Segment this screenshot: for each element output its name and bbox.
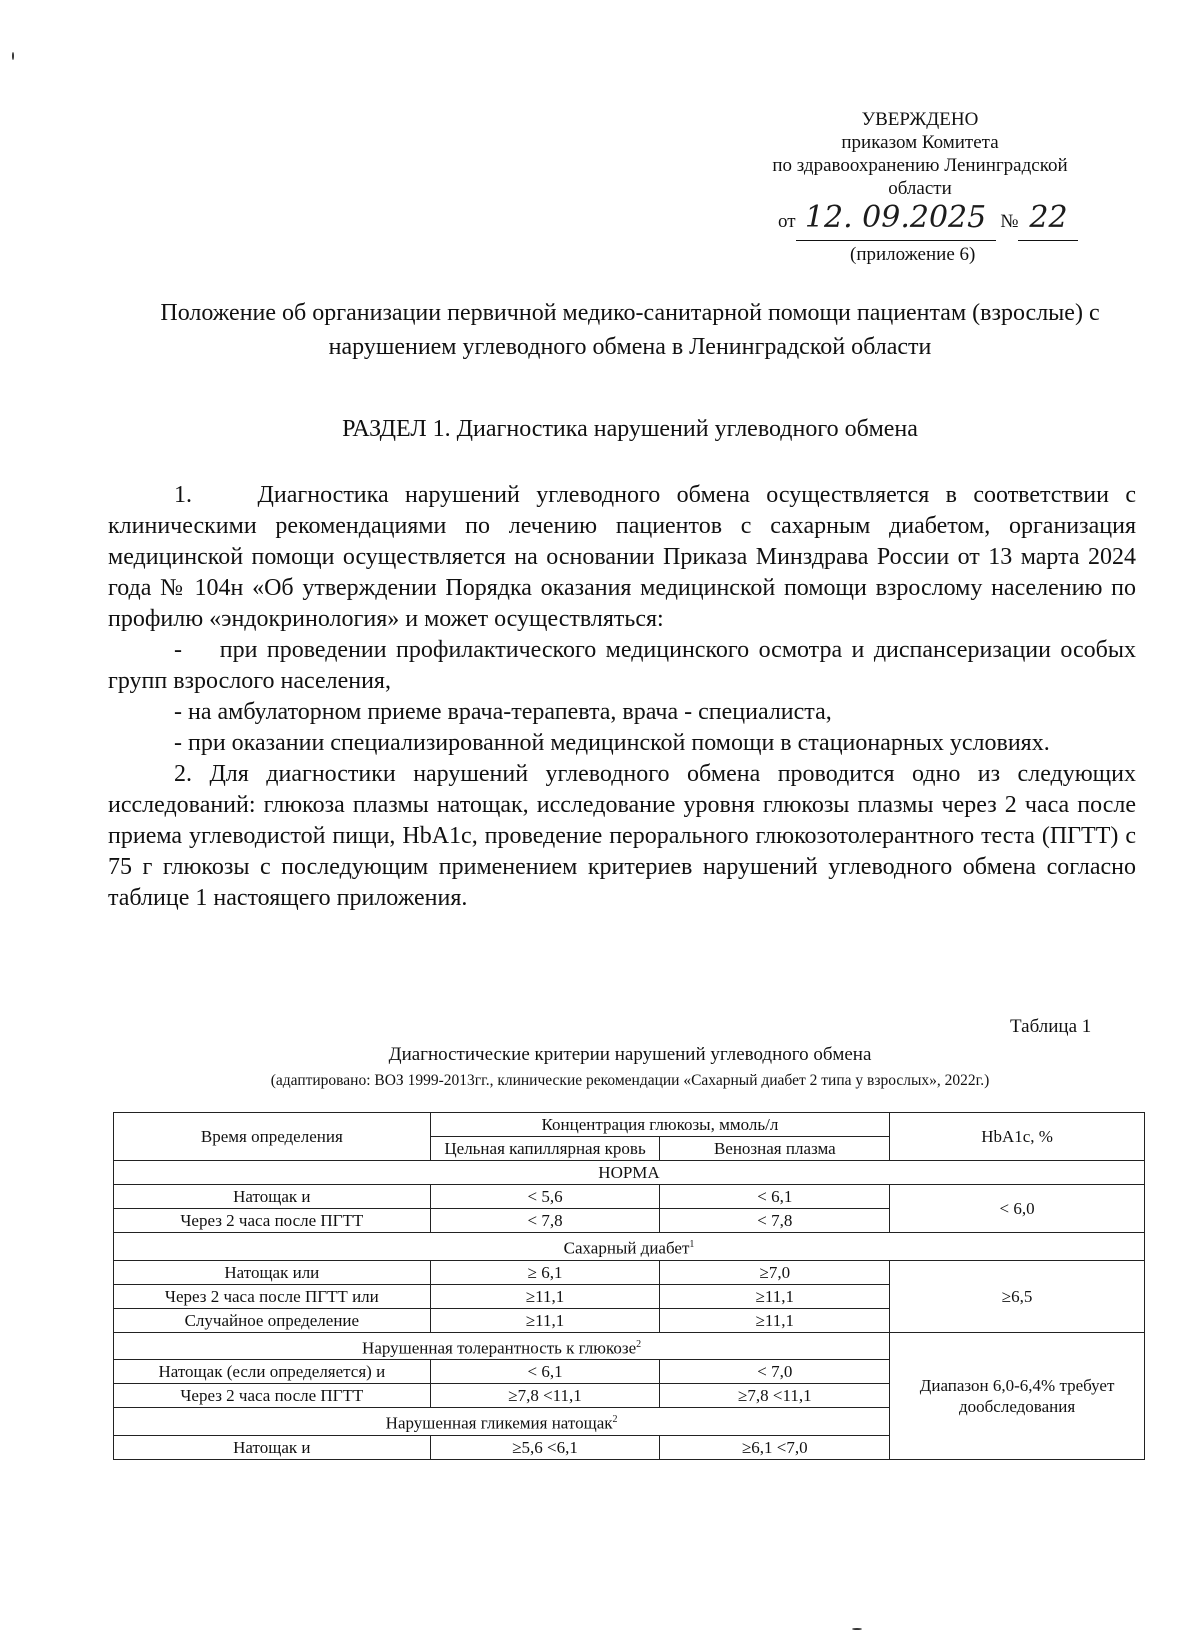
cell-time: Натощак или bbox=[114, 1260, 431, 1284]
cell-capillary: < 6,1 bbox=[430, 1360, 660, 1384]
handwritten-number: 22 bbox=[1018, 196, 1078, 241]
cell-time: Натощак (если определяется) и bbox=[114, 1360, 431, 1384]
cell-venous: ≥11,1 bbox=[660, 1308, 890, 1332]
group-norm bbox=[114, 1161, 1145, 1185]
approval-line-3: области bbox=[888, 178, 952, 199]
header-capillary: Цельная капиллярная кровь bbox=[430, 1137, 660, 1161]
cell-venous: < 7,8 bbox=[660, 1209, 890, 1233]
approval-line-2: по здравоохранению Ленинградской bbox=[772, 155, 1068, 176]
cell-time: Натощак и bbox=[114, 1185, 431, 1209]
cell-venous: ≥7,0 bbox=[660, 1260, 890, 1284]
bullet-3: - при оказании специализированной медицинской помощи в стационарных условиях. bbox=[174, 730, 1050, 756]
appendix-label: (приложение 6) bbox=[850, 244, 976, 265]
bullet-2: - на амбулаторном приеме врача-терапевта, врача - специалиста, bbox=[174, 699, 832, 725]
cell-time: Через 2 часа после ПГТТ bbox=[114, 1209, 431, 1233]
cell-venous: ≥7,8 <11,1 bbox=[660, 1384, 890, 1408]
table-row bbox=[114, 1185, 1145, 1209]
group-impaired-tolerance bbox=[114, 1332, 1145, 1360]
approval-block bbox=[700, 108, 1140, 200]
header-venous: Венозная плазма bbox=[660, 1137, 890, 1161]
cell-capillary: ≥5,6 <6,1 bbox=[430, 1435, 660, 1459]
criteria-table bbox=[113, 1112, 1145, 1460]
cell-capillary: < 7,8 bbox=[430, 1209, 660, 1233]
table-header-row bbox=[114, 1113, 1145, 1137]
section-heading: РАЗДЕЛ 1. Диагностика нарушений углеводного обмена bbox=[342, 416, 918, 442]
cell-venous: < 6,1 bbox=[660, 1185, 890, 1209]
header-hba1c: HbA1c, % bbox=[890, 1113, 1145, 1161]
cell-hba1c: Диапазон 6,0-6,4% требует дообследования bbox=[890, 1332, 1145, 1459]
table-number: Таблица 1 bbox=[1010, 1016, 1092, 1037]
table-row bbox=[114, 1260, 1145, 1284]
group-label: Нарушенная толерантность к глюкозе$^2$ bbox=[114, 1332, 890, 1360]
cell-time: Случайное определение bbox=[114, 1308, 431, 1332]
document-title: Положение об организации первичной медико-санитарной помощи пациентам (взрослые) с нарушением углеводного обмена в Ленинградской области bbox=[160, 300, 1100, 360]
cell-time: Натощак и bbox=[114, 1435, 431, 1459]
table-caption: Диагностические критерии нарушений углеводного обмена bbox=[388, 1044, 872, 1065]
bullet-1: - при проведении профилактического медицинского осмотра и диспансеризации особых групп взрослого населения, bbox=[108, 637, 1136, 694]
paragraph-1: 1. Диагностика нарушений углеводного обмена осуществляется в соответствии с клиническими рекомендациями по лечению пациентов с сахарным диабетом, организация медицинской помощи осуществляется на основании Приказа Минздрава России от 13 марта 2024 года № 104н «Об утверждении Порядка оказания медицинской помощи взрослому населению по профилю «эндокринология» и может осуществляться: bbox=[108, 482, 1136, 632]
body-text bbox=[108, 480, 1136, 914]
cell-capillary: < 5,6 bbox=[430, 1185, 660, 1209]
cell-capillary: ≥ 6,1 bbox=[430, 1260, 660, 1284]
scan-speck bbox=[852, 1628, 862, 1630]
cell-hba1c: < 6,0 bbox=[890, 1185, 1145, 1233]
from-label: от bbox=[778, 211, 796, 232]
header-concentration: Концентрация глюкозы, ммоль/л bbox=[430, 1113, 890, 1137]
group-diabetes bbox=[114, 1233, 1145, 1261]
cell-time: Через 2 часа после ПГТТ bbox=[114, 1384, 431, 1408]
group-label: Нарушенная гликемия натощак$^2$ bbox=[114, 1408, 890, 1436]
cell-venous: ≥6,1 <7,0 bbox=[660, 1435, 890, 1459]
cell-capillary: ≥11,1 bbox=[430, 1308, 660, 1332]
cell-time: Через 2 часа после ПГТТ или bbox=[114, 1284, 431, 1308]
number-label: № bbox=[1000, 211, 1019, 232]
header-time: Время определения bbox=[114, 1113, 431, 1161]
approval-date-number bbox=[778, 196, 1078, 244]
cell-capillary: ≥7,8 <11,1 bbox=[430, 1384, 660, 1408]
approval-line-1: приказом Комитета bbox=[841, 132, 999, 153]
approval-heading: УВЕРЖДЕНО bbox=[861, 109, 979, 130]
table-subcaption: (адаптировано: ВОЗ 1999-2013гг., клинические рекомендации «Сахарный диабет 2 типа у взрослых», 2022г.) bbox=[270, 1072, 990, 1089]
cell-venous: < 7,0 bbox=[660, 1360, 890, 1384]
handwritten-date: 12. 09.2025 bbox=[796, 196, 996, 241]
group-label: Сахарный диабет$^1$ bbox=[114, 1233, 1145, 1261]
cell-hba1c: ≥6,5 bbox=[890, 1260, 1145, 1332]
cell-venous: ≥11,1 bbox=[660, 1284, 890, 1308]
cell-capillary: ≥11,1 bbox=[430, 1284, 660, 1308]
group-label: НОРМА bbox=[114, 1161, 1145, 1185]
paragraph-2: 2. Для диагностики нарушений углеводного обмена проводится одно из следующих исследований: глюкоза плазмы натощак, исследование уровня глюкозы плазмы через 2 часа после приема углеводистой пищи, HbA1c, проведение перорального глюкозотолерантного теста (ПГТТ) с 75 г глюкозы с последующим применением критериев нарушений углеводного обмена согласно таблице 1 настоящего приложения. bbox=[108, 761, 1136, 911]
scan-speck bbox=[12, 52, 14, 60]
